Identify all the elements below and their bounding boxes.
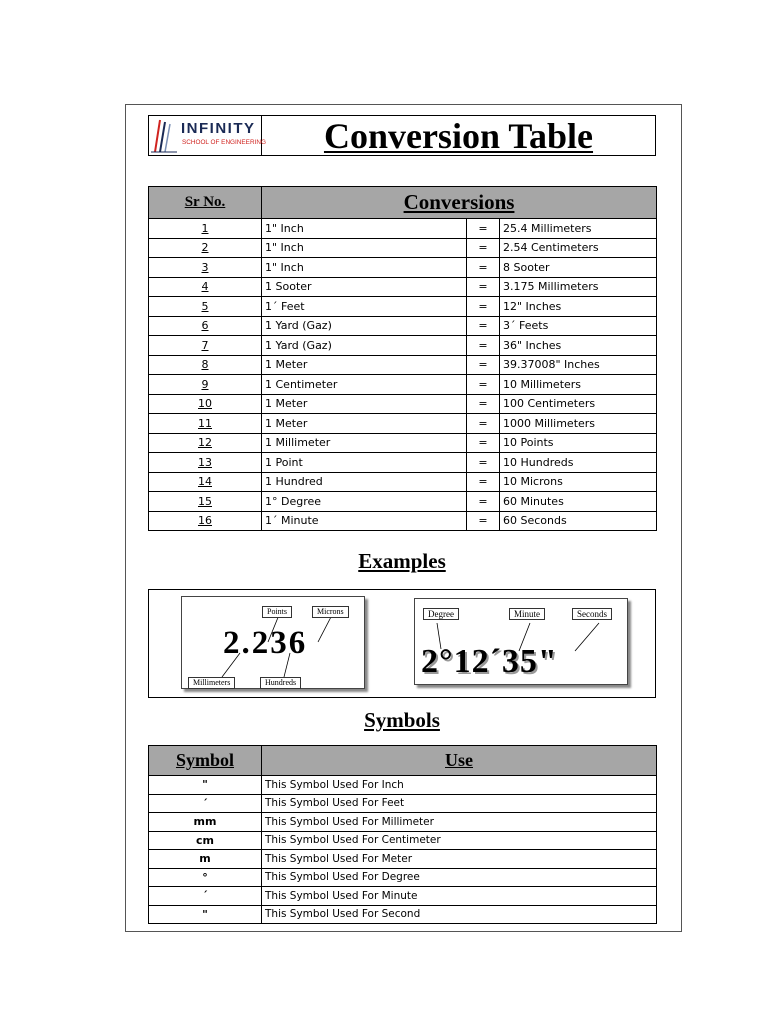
equals-sign: = — [467, 414, 500, 434]
example-decimal-number: 2.236 — [223, 625, 308, 661]
sr-no: 10 — [149, 394, 262, 414]
examples-box — [148, 589, 656, 698]
symbol-cell: " — [149, 776, 262, 795]
label-minute: Minute — [509, 608, 545, 620]
equals-sign: = — [467, 316, 500, 336]
conversion-from: 1´ Feet — [262, 297, 467, 317]
table-row — [149, 794, 657, 813]
example-angle-number: 2°12´35" — [421, 643, 558, 680]
equals-sign: = — [467, 238, 500, 258]
symbol-cell: " — [149, 905, 262, 924]
use-cell: This Symbol Used For Degree — [262, 868, 657, 887]
table-row — [149, 277, 657, 297]
conversion-from: 1" Inch — [262, 258, 467, 278]
table-row — [149, 511, 657, 531]
sr-no: 11 — [149, 414, 262, 434]
symbol-cell: ´ — [149, 794, 262, 813]
label-points: Points — [262, 606, 292, 618]
conversion-from: 1 Sooter — [262, 277, 467, 297]
equals-sign: = — [467, 511, 500, 531]
label-millimeters: Millimeters — [188, 677, 235, 689]
logo-mark-icon — [149, 116, 181, 155]
table-row — [149, 492, 657, 512]
table-row — [149, 905, 657, 924]
symbol-cell: ´ — [149, 887, 262, 906]
sr-no: 16 — [149, 511, 262, 531]
equals-sign: = — [467, 472, 500, 492]
table-row — [149, 831, 657, 850]
examples-title: Examples — [358, 549, 446, 573]
symbols-title: Symbols — [364, 708, 440, 732]
table-row — [149, 238, 657, 258]
symbol-cell: ° — [149, 868, 262, 887]
conversion-to: 3.175 Millimeters — [500, 277, 657, 297]
table-row — [149, 887, 657, 906]
table-row — [149, 433, 657, 453]
symbols-body — [149, 776, 657, 924]
label-degree: Degree — [423, 608, 459, 620]
conversion-to: 36" Inches — [500, 336, 657, 356]
table-row — [149, 258, 657, 278]
conversion-from: 1 Meter — [262, 355, 467, 375]
equals-sign: = — [467, 336, 500, 356]
sr-no: 6 — [149, 316, 262, 336]
table-row — [149, 219, 657, 239]
sr-no: 15 — [149, 492, 262, 512]
conversion-from: 1 Point — [262, 453, 467, 473]
header-conversions: Conversions — [262, 187, 657, 219]
conversion-to: 25.4 Millimeters — [500, 219, 657, 239]
conversion-from: 1" Inch — [262, 219, 467, 239]
equals-sign: = — [467, 355, 500, 375]
use-cell: This Symbol Used For Millimeter — [262, 813, 657, 832]
header-sr-no: Sr No. — [149, 187, 262, 219]
use-cell: This Symbol Used For Minute — [262, 887, 657, 906]
table-row — [149, 355, 657, 375]
label-hundreds: Hundreds — [260, 677, 301, 689]
page-title: Conversion Table — [323, 116, 594, 156]
conversion-to: 1000 Millimeters — [500, 414, 657, 434]
conversion-to: 12" Inches — [500, 297, 657, 317]
table-row — [149, 868, 657, 887]
conversion-from: 1´ Minute — [262, 511, 467, 531]
conversion-to: 10 Hundreds — [500, 453, 657, 473]
conversion-from: 1° Degree — [262, 492, 467, 512]
use-cell: This Symbol Used For Feet — [262, 794, 657, 813]
label-microns: Microns — [312, 606, 349, 618]
conversion-to: 10 Points — [500, 433, 657, 453]
equals-sign: = — [467, 453, 500, 473]
symbols-table — [148, 745, 657, 924]
logo-subtitle: SCHOOL OF ENGINEERING — [182, 139, 266, 146]
conversion-to: 60 Seconds — [500, 511, 657, 531]
logo-name: INFINITY — [181, 120, 256, 137]
table-row — [149, 813, 657, 832]
equals-sign: = — [467, 433, 500, 453]
conversion-to: 10 Microns — [500, 472, 657, 492]
symbol-cell: cm — [149, 831, 262, 850]
equals-sign: = — [467, 277, 500, 297]
table-row — [149, 375, 657, 395]
conversion-from: 1 Hundred — [262, 472, 467, 492]
conversions-table — [148, 186, 657, 531]
use-cell: This Symbol Used For Centimeter — [262, 831, 657, 850]
symbol-cell: mm — [149, 813, 262, 832]
conversion-to: 100 Centimeters — [500, 394, 657, 414]
sr-no: 2 — [149, 238, 262, 258]
label-seconds: Seconds — [572, 608, 612, 620]
sr-no: 13 — [149, 453, 262, 473]
equals-sign: = — [467, 375, 500, 395]
example-decimal-image — [181, 596, 365, 689]
use-cell: This Symbol Used For Inch — [262, 776, 657, 795]
sr-no: 5 — [149, 297, 262, 317]
sr-no: 14 — [149, 472, 262, 492]
sr-no: 4 — [149, 277, 262, 297]
conversion-from: 1 Centimeter — [262, 375, 467, 395]
sr-no: 3 — [149, 258, 262, 278]
table-row — [149, 776, 657, 795]
example-angle-image — [414, 598, 628, 685]
equals-sign: = — [467, 297, 500, 317]
table-row — [149, 336, 657, 356]
equals-sign: = — [467, 219, 500, 239]
conversion-to: 2.54 Centimeters — [500, 238, 657, 258]
table-row — [149, 316, 657, 336]
equals-sign: = — [467, 394, 500, 414]
sr-no: 9 — [149, 375, 262, 395]
table-row — [149, 472, 657, 492]
sr-no: 12 — [149, 433, 262, 453]
conversion-to: 39.37008" Inches — [500, 355, 657, 375]
header — [148, 115, 656, 156]
conversion-from: 1 Millimeter — [262, 433, 467, 453]
conversion-from: 1 Meter — [262, 414, 467, 434]
symbol-cell: m — [149, 850, 262, 869]
use-cell: This Symbol Used For Meter — [262, 850, 657, 869]
table-row — [149, 394, 657, 414]
use-cell: This Symbol Used For Second — [262, 905, 657, 924]
conversion-from: 1" Inch — [262, 238, 467, 258]
sr-no: 8 — [149, 355, 262, 375]
sr-no: 1 — [149, 219, 262, 239]
conversion-from: 1 Yard (Gaz) — [262, 336, 467, 356]
logo — [149, 116, 266, 155]
conversion-to: 60 Minutes — [500, 492, 657, 512]
conversion-from: 1 Yard (Gaz) — [262, 316, 467, 336]
conversions-body — [149, 219, 657, 531]
header-use: Use — [262, 746, 657, 776]
table-row — [149, 297, 657, 317]
conversion-to: 10 Millimeters — [500, 375, 657, 395]
conversion-from: 1 Meter — [262, 394, 467, 414]
table-row — [149, 850, 657, 869]
table-row — [149, 453, 657, 473]
conversion-to: 8 Sooter — [500, 258, 657, 278]
equals-sign: = — [467, 492, 500, 512]
table-row — [149, 414, 657, 434]
sr-no: 7 — [149, 336, 262, 356]
header-symbol: Symbol — [149, 746, 262, 776]
conversion-to: 3´ Feets — [500, 316, 657, 336]
equals-sign: = — [467, 258, 500, 278]
